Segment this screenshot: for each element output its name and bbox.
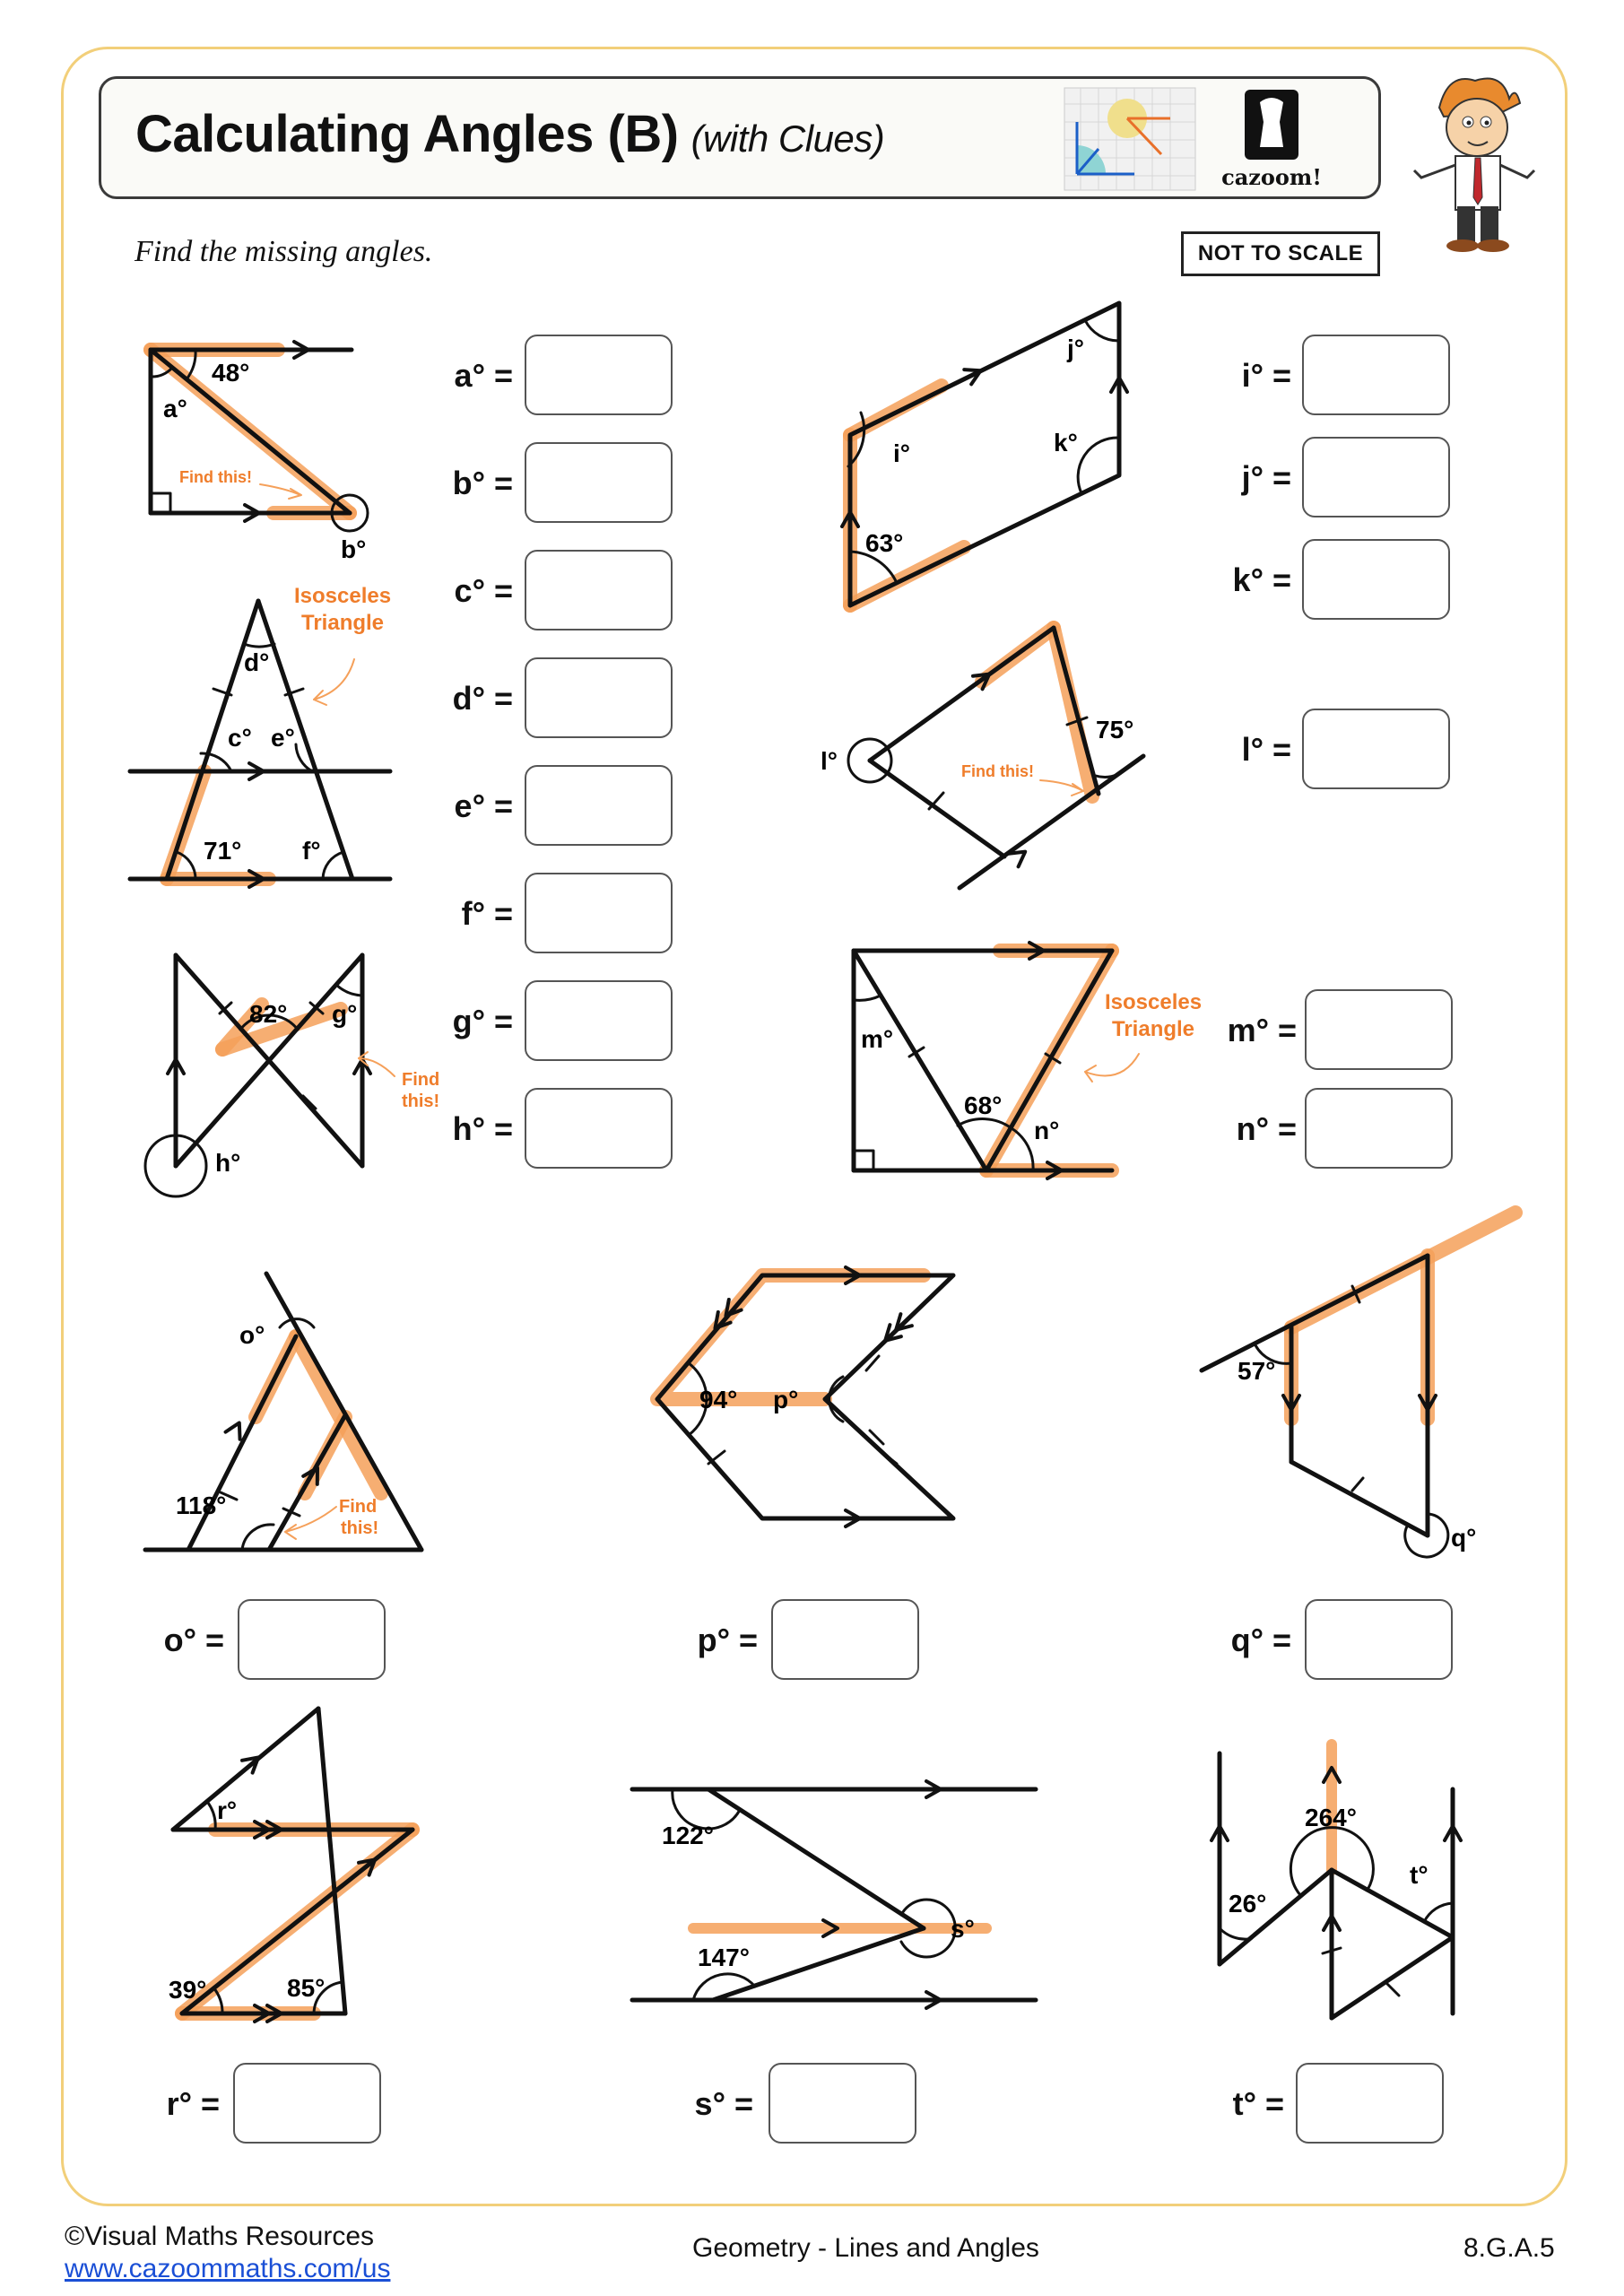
answer-box-o[interactable] — [238, 1599, 386, 1680]
label-j: j° — [1067, 335, 1084, 362]
footer-topic: Geometry - Lines and Angles — [692, 2233, 1039, 2263]
answer-label-r: r° = — [166, 2085, 220, 2122]
label-g: g° — [332, 1000, 358, 1028]
answer-box-g[interactable] — [525, 980, 673, 1061]
answer-label-p: p° = — [697, 1622, 758, 1658]
given-angle-2: 264° — [1305, 1804, 1357, 1831]
answer-box-f[interactable] — [525, 873, 673, 953]
label-s: s° — [951, 1915, 975, 1943]
answer-label-n: n° = — [1236, 1110, 1297, 1147]
given-angle-1: 39° — [169, 1976, 207, 2004]
answer-label-l: l° = — [1241, 731, 1291, 768]
answer-box-j[interactable] — [1302, 437, 1450, 517]
answer-label-c: c° = — [454, 572, 513, 609]
answer-box-h[interactable] — [525, 1088, 673, 1169]
answer-label-f: f° = — [461, 895, 513, 932]
label-r: r° — [217, 1796, 238, 1824]
given-angle: 57° — [1238, 1357, 1276, 1385]
clue-line1: Find — [402, 1070, 440, 1090]
clue-line1: Isosceles — [294, 584, 392, 608]
diagram-4 — [842, 303, 1127, 605]
answer-box-n[interactable] — [1305, 1088, 1453, 1169]
given-angle-1: 26° — [1229, 1890, 1267, 1918]
answer-box-t[interactable] — [1296, 2063, 1444, 2144]
label-o: o° — [239, 1321, 265, 1349]
label-h: h° — [215, 1149, 241, 1177]
answer-box-i[interactable] — [1302, 335, 1450, 415]
diagram-3 — [145, 955, 439, 1196]
answer-box-r[interactable] — [233, 2063, 381, 2144]
footer-credit — [65, 2221, 390, 2285]
label-b: b° — [341, 535, 367, 563]
instructions: Find the missing angles. — [135, 235, 433, 268]
footer-link[interactable]: www.cazoommaths.com/us — [65, 2254, 391, 2283]
diagram-6 — [854, 943, 1202, 1178]
label-i: i° — [893, 439, 910, 467]
clue-line1: Isosceles — [1105, 990, 1203, 1014]
answer-box-l[interactable] — [1302, 709, 1450, 789]
diagram-7 — [145, 1274, 421, 1550]
label-n: n° — [1034, 1117, 1060, 1144]
clue-line2: this! — [402, 1091, 440, 1111]
label-m: m° — [861, 1025, 894, 1053]
answer-label-k: k° = — [1232, 561, 1291, 598]
given-angle: 48° — [212, 359, 250, 387]
answer-box-k[interactable] — [1302, 539, 1450, 620]
label-l: l° — [821, 747, 838, 775]
answer-box-a[interactable] — [525, 335, 673, 415]
diagram-2 — [130, 584, 391, 887]
answer-box-m[interactable] — [1305, 989, 1453, 1070]
diagram-9 — [1202, 1213, 1515, 1557]
label-q: q° — [1451, 1524, 1477, 1552]
answer-label-t: t° = — [1232, 2085, 1284, 2122]
answer-box-d[interactable] — [525, 657, 673, 738]
title-subtitle: (with Clues) — [690, 117, 885, 160]
answer-label-q: q° = — [1230, 1622, 1291, 1658]
answer-box-s[interactable] — [769, 2063, 916, 2144]
given-angle: 94° — [699, 1386, 738, 1413]
answer-box-c[interactable] — [525, 550, 673, 631]
diagram-12 — [1211, 1744, 1461, 2018]
given-angle-2: 85° — [287, 1974, 326, 2002]
given-angle: 82° — [249, 1000, 288, 1028]
clue-text: Find this! — [179, 468, 252, 486]
answer-box-q[interactable] — [1305, 1599, 1453, 1680]
given-angle-2: 147° — [698, 1944, 750, 1971]
title-main: Calculating Angles (B) — [135, 105, 679, 163]
answer-label-d: d° = — [452, 680, 513, 717]
label-a: a° — [163, 395, 187, 422]
given-angle-1: 122° — [662, 1822, 714, 1849]
copyright-text: ©Visual Maths Resources — [65, 2222, 375, 2251]
label-k: k° — [1054, 429, 1078, 457]
given-angle: 75° — [1096, 716, 1134, 744]
answer-label-m: m° = — [1227, 1012, 1297, 1048]
diagram-10 — [169, 1709, 413, 2022]
diagram-1 — [151, 342, 368, 563]
answer-box-p[interactable] — [771, 1599, 919, 1680]
clue-line2: Triangle — [301, 611, 385, 635]
answer-label-b: b° = — [452, 465, 513, 501]
diagram-5 — [821, 628, 1143, 888]
answer-label-j: j° = — [1241, 459, 1291, 496]
clue-line2: Triangle — [1112, 1017, 1195, 1041]
answer-label-g: g° = — [452, 1003, 513, 1039]
clue-text: Find this! — [961, 762, 1034, 780]
not-to-scale-badge: NOT TO SCALE — [1181, 231, 1380, 276]
answer-label-e: e° = — [454, 787, 513, 824]
given-angle: 71° — [204, 837, 242, 865]
answer-box-e[interactable] — [525, 765, 673, 846]
label-p: p° — [773, 1386, 799, 1413]
answer-label-o: o° = — [163, 1622, 224, 1658]
diagram-11 — [632, 1781, 1036, 2008]
label-e: e° — [271, 724, 295, 752]
given-angle: 68° — [964, 1091, 1003, 1119]
answer-label-a: a° = — [454, 357, 513, 394]
clue-line2: this! — [341, 1518, 379, 1538]
clue-line1: Find — [339, 1497, 378, 1517]
label-c: c° — [228, 724, 252, 752]
given-angle: 118° — [176, 1492, 227, 1519]
footer-standard: 8.G.A.5 — [1463, 2233, 1555, 2263]
answer-label-s: s° = — [694, 2085, 753, 2122]
answer-label-i: i° = — [1241, 357, 1291, 394]
logo-text: cazoom! — [1221, 164, 1322, 190]
answer-box-b[interactable] — [525, 442, 673, 523]
given-angle: 63° — [865, 529, 904, 557]
label-f: f° — [302, 837, 321, 865]
label-t: t° — [1410, 1861, 1429, 1889]
label-d: d° — [244, 648, 270, 676]
diagram-8 — [657, 1267, 953, 1526]
answer-label-h: h° = — [452, 1110, 513, 1147]
